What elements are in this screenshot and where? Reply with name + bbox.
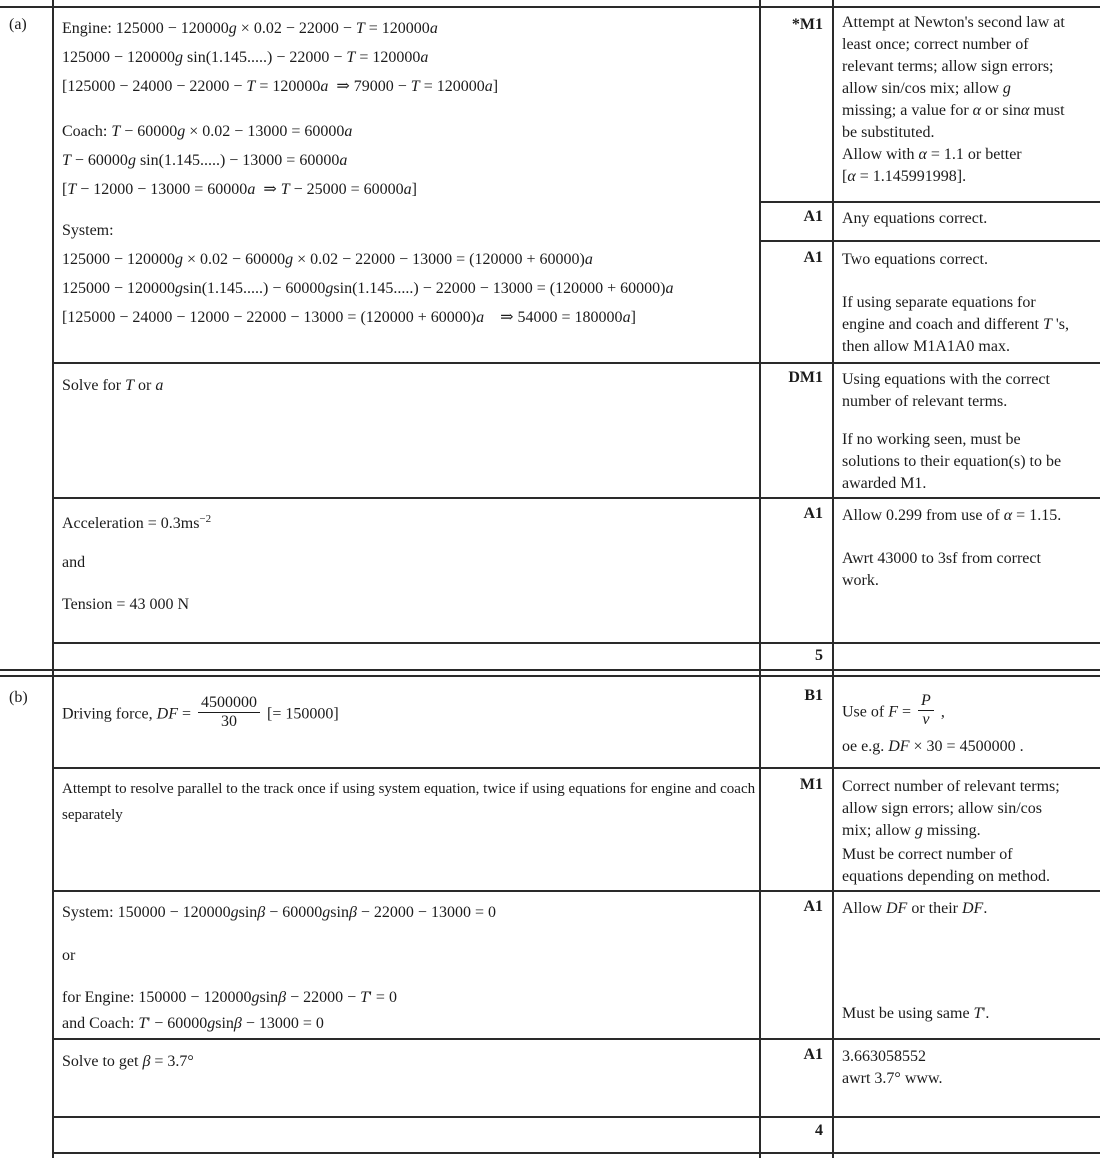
table-border-h-double-1 [0, 669, 1100, 671]
table-border-h-a1-a1 [759, 240, 1100, 242]
comment-dm1-note [842, 429, 1094, 495]
work-line-engine-1: Engine: 125000 − 120000g × 0.02 − 22000 − T = 120000a [62, 20, 438, 37]
table-border-h-row-total5 [52, 642, 1100, 644]
comment-b1-oe: oe e.g. DF × 30 = 4500000 . [842, 738, 1024, 755]
mark-a1-accel: A1 [803, 505, 823, 522]
comment-line: mix; allow g missing. [842, 822, 981, 839]
table-border-h-row-resolve [52, 767, 1100, 769]
work-b-solve-beta: Solve to get β = 3.7° [62, 1053, 194, 1070]
comment-line: awrt 3.7° www. [842, 1070, 943, 1087]
mark-b1: B1 [804, 687, 823, 704]
comment-line: If using separate equations for [842, 294, 1036, 311]
table-border-h-row-accel [52, 497, 1100, 499]
mark-dm1: DM1 [788, 369, 823, 386]
comment-two-note [842, 292, 1094, 358]
comment-line: relevant terms; allow sign errors; [842, 58, 1054, 75]
work-tension: Tension = 43 000 N [62, 596, 190, 613]
work-line-system-3: [125000 − 24000 − 12000 − 22000 − 13000 = (120000 + 60000)a ⇒ 54000 = 180000a] [62, 309, 636, 326]
table-border-v-marks-left [759, 0, 761, 1158]
comment-line: then allow M1A1A0 max. [842, 338, 1010, 355]
comment-line: least once; correct number of [842, 36, 1029, 53]
work-line-coach-3: [T − 12000 − 13000 = 60000a ⇒ T − 25000 = 60000a] [62, 181, 417, 198]
comment-line: allow sign errors; allow sin/cos [842, 800, 1042, 817]
comment-m1 [842, 12, 1094, 188]
comment-accel: Allow 0.299 from use of α = 1.15. [842, 507, 1062, 524]
table-border-h-row-solve [52, 362, 1100, 364]
work-line-system-2: 125000 − 120000gsin(1.145.....) − 60000gsin(1.145.....) − 22000 − 13000 = (120000 + 60000)a [62, 280, 674, 297]
work-line-coach-2: T − 60000g sin(1.145.....) − 13000 = 60000a [62, 152, 348, 169]
comment-line: Attempt at Newton's second law at [842, 14, 1065, 31]
comment-line: Must be correct number of [842, 846, 1013, 863]
mark-a1-any: A1 [803, 208, 823, 225]
work-b-coach: and Coach: T' − 60000gsinβ − 13000 = 0 [62, 1015, 324, 1032]
comment-line: 3.663058552 [842, 1048, 926, 1065]
work-line-engine-3: [125000 − 24000 − 22000 − T = 120000a ⇒ 79000 − T = 120000a] [62, 78, 499, 95]
work-b-engine: for Engine: 150000 − 120000gsinβ − 22000 − T' = 0 [62, 989, 397, 1006]
comment-line: be substituted. [842, 124, 935, 141]
mark-a1-two: A1 [803, 249, 823, 266]
comment-line: missing; a value for α or sinα must [842, 102, 1065, 119]
mark-m1-b: M1 [799, 776, 823, 793]
part-b-label: (b) [9, 689, 28, 706]
comment-dm1 [842, 369, 1094, 413]
part-a-total-marks: 5 [815, 647, 823, 664]
comment-line: Awrt 43000 to 3sf from correct [842, 550, 1041, 567]
work-line-engine-2: 125000 − 120000g sin(1.145.....) − 22000 − T = 120000a [62, 49, 429, 66]
mark-a1-system: A1 [803, 898, 823, 915]
table-border-h-row-solveb [52, 1038, 1100, 1040]
table-border-h-top [0, 6, 1100, 8]
table-border-h-row-total4 [52, 1116, 1100, 1118]
work-line-system-label: System: [62, 222, 114, 239]
mark-a1-solve-b: A1 [803, 1046, 823, 1063]
comment-any-correct: Any equations correct. [842, 210, 988, 227]
comment-line: Correct number of relevant terms; [842, 778, 1060, 795]
comment-line: If no working seen, must be [842, 431, 1021, 448]
table-border-h-m1-a1 [759, 201, 1100, 203]
comment-line: awarded M1. [842, 475, 927, 492]
work-acceleration: Acceleration = $0.3ms^{-2}$ [62, 513, 212, 532]
comment-line: Using equations with the correct [842, 371, 1050, 388]
part-a-working [62, 14, 673, 332]
comment-m1-b-note [842, 844, 1094, 888]
work-b-or: or [62, 947, 76, 964]
comment-m1-b [842, 776, 1094, 842]
comment-line: Allow with α = 1.1 or better [842, 146, 1022, 163]
comment-solve-b [842, 1046, 1094, 1090]
work-b-system: System: 150000 − 120000gsinβ − 60000gsinβ − 22000 − 13000 = 0 [62, 904, 496, 921]
comment-line: equations depending on method. [842, 868, 1050, 885]
comment-b1-use-of-f: Use of F = $\frac{P}{v}$ , [842, 692, 945, 729]
work-and: and [62, 554, 86, 571]
table-border-v-partcol [52, 0, 54, 1158]
part-b-total-marks: 4 [815, 1122, 823, 1139]
table-border-h-double-2 [0, 675, 1100, 677]
comment-line: number of relevant terms. [842, 393, 1008, 410]
comment-same-t: Must be using same T'. [842, 1005, 990, 1022]
table-border-v-marks-right [832, 0, 834, 1158]
mark-star-m1: *M1 [791, 16, 823, 33]
work-line-coach-1: Coach: T − 60000g × 0.02 − 13000 = 60000a [62, 123, 353, 140]
work-driving-force: Driving force, DF = $\frac{4500000}{30}$ [= 150000] [62, 694, 339, 731]
comment-two-correct: Two equations correct. [842, 251, 988, 268]
table-border-h-bottom [52, 1152, 1100, 1154]
comment-line: work. [842, 572, 879, 589]
work-resolve-attempt: Attempt to resolve parallel to the track once if using system equation, twice if using equations for engine and coach separately [62, 781, 756, 823]
comment-line: [α = 1.145991998]. [842, 168, 967, 185]
comment-accel-note [842, 548, 1094, 592]
work-solve-for-t-or-a: Solve for T or a [62, 377, 164, 394]
table-border-h-row-system [52, 890, 1100, 892]
part-a-label: (a) [9, 16, 27, 33]
comment-allow-df: Allow DF or their DF. [842, 900, 988, 917]
comment-line: allow sin/cos mix; allow g [842, 80, 1011, 97]
work-line-system-1: 125000 − 120000g × 0.02 − 60000g × 0.02 − 22000 − 13000 = (120000 + 60000)a [62, 251, 593, 268]
comment-line: solutions to their equation(s) to be [842, 453, 1062, 470]
comment-line: engine and coach and different T 's, [842, 316, 1069, 333]
